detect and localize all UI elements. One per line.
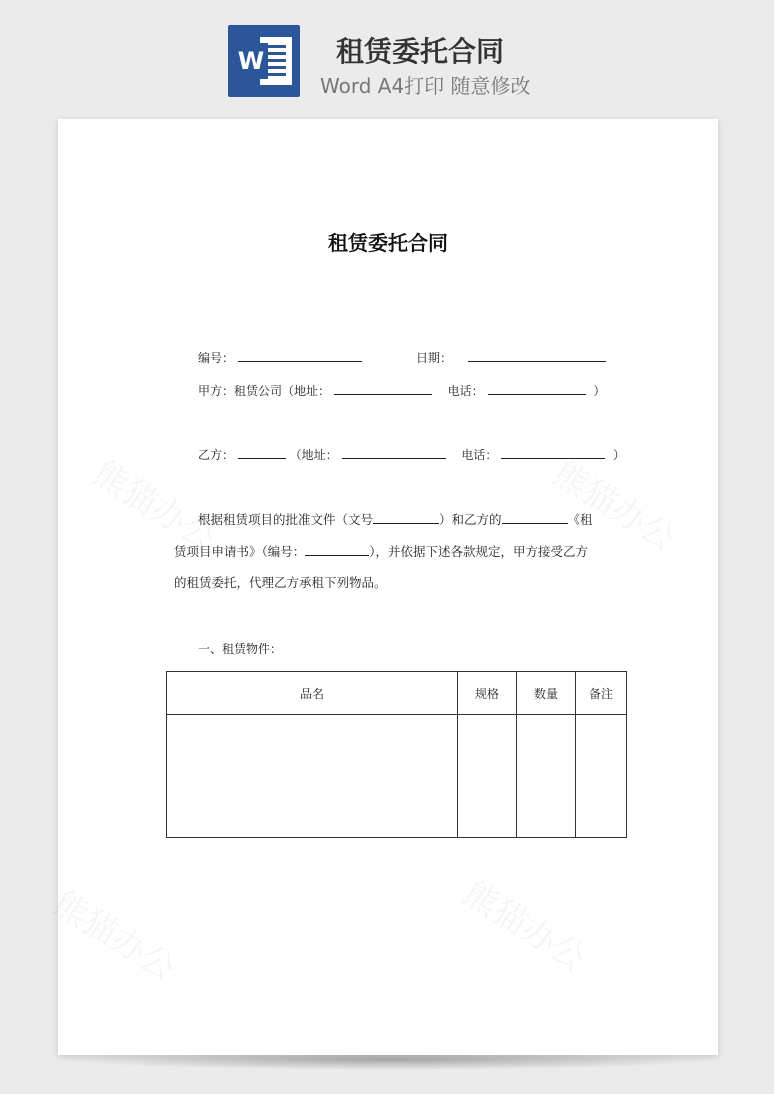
party-b-blank xyxy=(502,511,568,524)
party-b-address-label: （地址： xyxy=(289,448,338,462)
doc-line xyxy=(266,52,286,55)
doc-line xyxy=(266,59,286,62)
table-cell[interactable] xyxy=(167,715,458,838)
watermark xyxy=(45,877,186,991)
party-a-phone-label: 电话： xyxy=(447,384,484,398)
table-header-row xyxy=(167,672,627,715)
doc-line xyxy=(266,66,286,69)
document-title: 租赁委托合同 xyxy=(328,231,448,255)
party-b-field xyxy=(198,446,625,463)
table-row xyxy=(167,715,627,838)
number-label: 编号： xyxy=(198,351,235,365)
table-cell[interactable] xyxy=(576,715,627,838)
paragraph-line-3: 的租赁委托，代理乙方承租下列物品。 xyxy=(174,575,387,590)
header-title: 租赁委托合同 xyxy=(335,35,504,68)
party-b-phone-blank xyxy=(501,446,605,459)
header-subtitle: Word A4打印 随意修改 xyxy=(320,74,531,98)
paragraph-text: ），并依据下述各款规定，甲方接受乙方 xyxy=(369,544,589,559)
header-cell-remarks: 备注 xyxy=(576,672,627,715)
number-blank xyxy=(238,349,362,362)
party-a-label: 甲方：租赁公司（地址： xyxy=(198,384,331,398)
watermark xyxy=(455,867,596,981)
word-w-letter: W xyxy=(234,43,268,79)
party-b-address-blank xyxy=(342,446,446,459)
header-cell-name: 品名 xyxy=(167,672,458,715)
section-1-title: 一、租赁物件： xyxy=(198,642,283,656)
date-field xyxy=(416,349,606,366)
party-a-address-blank xyxy=(334,382,432,395)
paragraph-line-1 xyxy=(198,511,593,528)
document-page xyxy=(58,119,718,1055)
party-b-name-blank xyxy=(238,446,286,459)
number-field xyxy=(198,349,362,366)
header-cell-spec: 规格 xyxy=(458,672,517,715)
date-label: 日期： xyxy=(416,351,453,365)
party-a-phone-blank xyxy=(488,382,586,395)
party-a-close-paren: ） xyxy=(593,384,606,398)
date-blank xyxy=(468,349,606,362)
paragraph-line-2 xyxy=(174,543,588,560)
party-b-phone-label: 电话： xyxy=(461,448,498,462)
party-b-label: 乙方： xyxy=(198,448,235,462)
file-number-blank xyxy=(373,511,439,524)
paragraph-text: 《租 xyxy=(567,512,593,527)
table-cell[interactable] xyxy=(517,715,576,838)
party-a-field xyxy=(198,382,605,399)
header xyxy=(0,0,774,110)
paragraph-text: 赁项目申请书》（编号： xyxy=(174,544,306,559)
party-b-close-paren: ） xyxy=(613,448,626,462)
application-number-blank xyxy=(305,543,369,556)
doc-line xyxy=(266,45,286,48)
table-cell[interactable] xyxy=(458,715,517,838)
header-cell-quantity: 数量 xyxy=(517,672,576,715)
doc-line xyxy=(266,73,286,76)
paragraph-text: 根据租赁项目的批准文件（文号 xyxy=(198,512,374,527)
word-document-icon xyxy=(228,25,300,97)
rental-items-table xyxy=(166,671,627,838)
paragraph-text: ）和乙方的 xyxy=(439,512,502,527)
